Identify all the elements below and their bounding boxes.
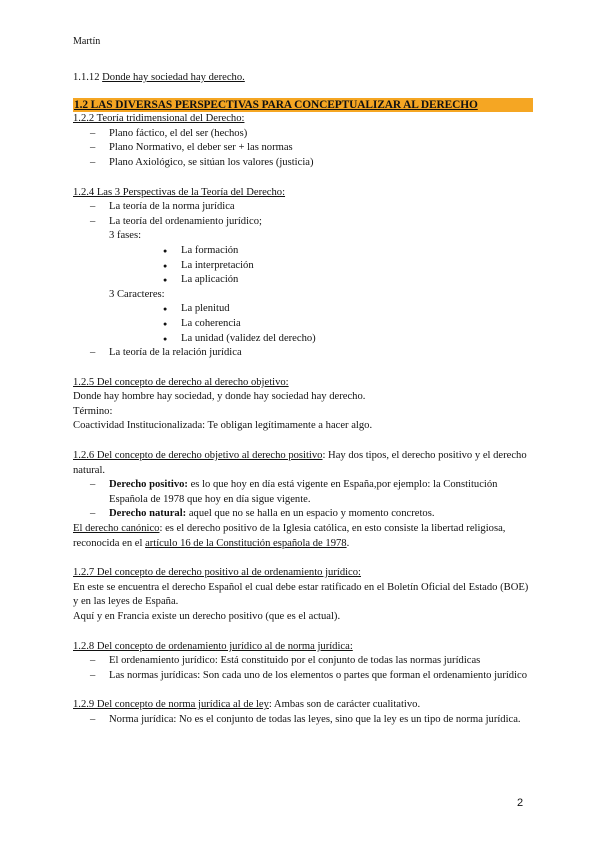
list-item: – La teoría de la norma jurídica [73, 200, 533, 215]
characters-label: 3 Caracteres: [109, 288, 165, 300]
section-1-2-7 [73, 566, 533, 624]
paragraph: Término: [73, 405, 113, 417]
paragraph: Coactividad Institucionalizada: Te obligan legítimamente a hacer algo. [73, 420, 373, 432]
list-item: – Plano fáctico, el del ser (hechos) [73, 127, 533, 142]
section-title: 1.2.6 Del concepto de derecho objetivo al derecho positivo [73, 450, 323, 462]
section-heading-line [73, 698, 533, 713]
section-number: 1.1.12 [73, 72, 103, 83]
section-intro: : Ambas son de carácter cualitativo. [268, 699, 421, 711]
section-title: 1.2.4 Las 3 Perspectivas de la Teoría del Derecho: [73, 186, 286, 198]
bullet-item: ● La formación [73, 244, 533, 259]
paragraph: En este se encuentra el derecho Español el cual debe estar ratificado en el Boletín Oficial del Estado (BOE) y en las leyes de España. [73, 581, 529, 608]
page-number: 2 [517, 797, 524, 809]
bullet-item: ● La coherencia [73, 317, 533, 332]
section-1-1-12 [73, 71, 533, 86]
section-heading-line [73, 449, 533, 478]
list-item-positive-law [73, 478, 533, 507]
list-item: – Las normas jurídicas: Son cada uno de los elementos o partes que forman el ordenamiento jurídico [73, 669, 533, 684]
section-1-2-8 [73, 640, 533, 684]
list-item: – La teoría de la relación jurídica [73, 346, 533, 361]
chapter-heading-highlighted: 1.2 LAS DIVERSAS PERSPECTIVAS PARA CONCEPTUALIZAR AL DERECHO [73, 98, 533, 113]
section-title: Donde hay sociedad hay derecho. [102, 72, 245, 83]
section-1-2-6 [73, 449, 533, 551]
list-item: – Plano Axiológico, se sitúan los valores (justicia) [73, 156, 533, 171]
bullet-item: ● La interpretación [73, 259, 533, 274]
section-1-2-4 [73, 186, 533, 361]
section-1-2-9 [73, 698, 533, 727]
paragraph: Donde hay hombre hay sociedad, y donde hay sociedad hay derecho. [73, 391, 366, 403]
list-item: – La teoría del ordenamiento jurídico; [73, 215, 533, 230]
section-title: 1.2.9 Del concepto de norma jurídica al de ley [73, 699, 269, 711]
term-definition: aquel que no se halla en un espacio y momento concretos. [186, 508, 435, 520]
bullet-item: ● La unidad (validez del derecho) [73, 332, 533, 347]
list-item-natural-law [73, 507, 533, 522]
term-label: El derecho canónico [73, 523, 160, 535]
term-label: Derecho natural: [109, 508, 187, 520]
section-title: 1.2.7 Del concepto de derecho positivo al de ordenamiento jurídico: [73, 567, 362, 579]
document-body [73, 71, 533, 728]
term-label: Derecho positivo: [109, 479, 188, 491]
canon-law-paragraph [73, 522, 533, 551]
section-title: 1.2.5 Del concepto de derecho al derecho objetivo: [73, 376, 289, 388]
bullet-item: ● La aplicación [73, 273, 533, 288]
term-definition: es lo que hoy en día está vigente en España,por ejemplo: la Constitución Española de 1978 que hoy en día sigue vigente. [109, 479, 498, 505]
term-definition: : es el derecho positivo de la Iglesia católica, en esto consiste la libertad religiosa, reconocida en el [73, 523, 506, 549]
paragraph: Aquí y en Francia existe un derecho positivo (que es el actual). [73, 611, 341, 622]
section-1-2-2 [73, 112, 533, 170]
list-item: – El ordenamiento jurídico: Está constituido por el conjunto de todas las normas jurídicas [73, 654, 533, 669]
bullet-item: ● La plenitud [73, 302, 533, 317]
section-1-2-5 [73, 376, 533, 434]
list-item: – Plano Normativo, el deber ser + las normas [73, 141, 533, 156]
article-reference-link[interactable]: artículo 16 de la Constitución española de 1978 [145, 537, 347, 549]
sentence-end: . [346, 537, 350, 549]
author-header: Martín [73, 36, 101, 47]
list-item: – Norma jurídica: No es el conjunto de todas las leyes, sino que la ley es un tipo de norma jurídica. [73, 713, 533, 728]
section-title: 1.2.2 Teoría tridimensional del Derecho: [73, 113, 245, 125]
phases-label: 3 fases: [109, 230, 142, 242]
section-title: 1.2.8 Del concepto de ordenamiento jurídico al de norma jurídica: [73, 640, 353, 652]
section-intro: : Hay dos tipos, el derecho positivo y el derecho natural. [73, 450, 527, 476]
